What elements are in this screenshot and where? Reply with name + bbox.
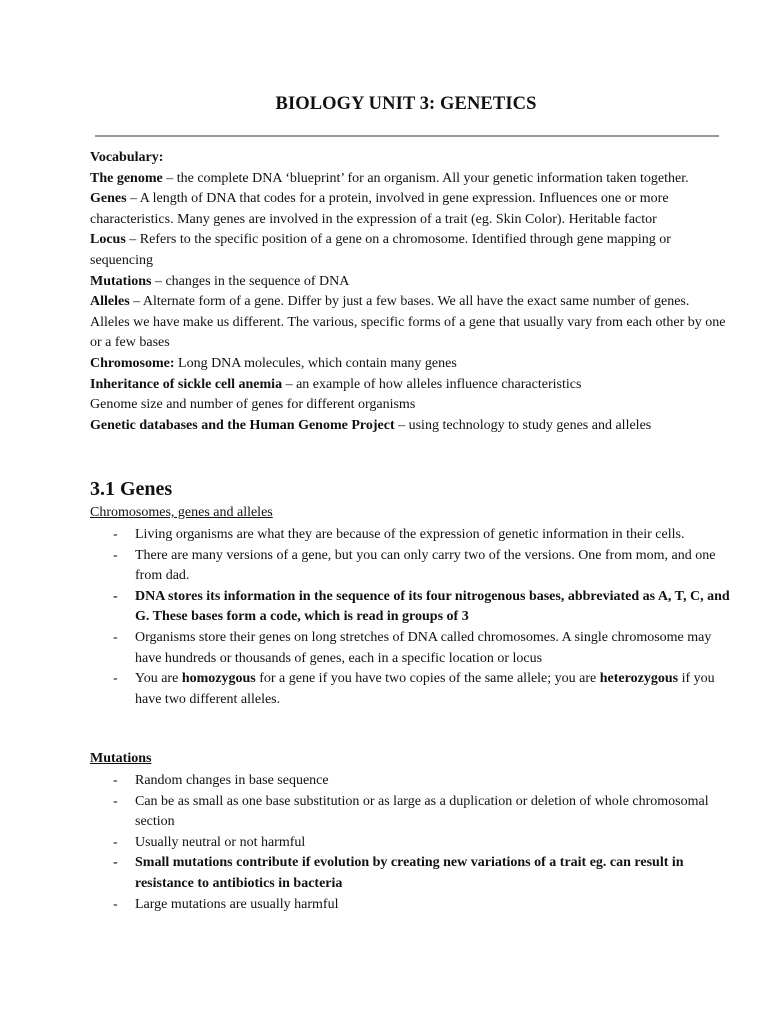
mutations-bullet-list <box>90 771 730 915</box>
vocab-entry-locus: Locus – Refers to the specific position of a gene on a chromosome. Identified through gene mapping or sequencing <box>90 232 671 268</box>
vocab-entry-mutations: Mutations – changes in the sequence of DNA <box>90 273 350 289</box>
dash-bullet: - <box>113 793 118 809</box>
list-item: - DNA stores its information in the sequence of its four nitrogenous bases, abbreviated as A, T, C, and G. These bases form a code, which is read in groups of 3 <box>113 588 730 625</box>
dash-bullet: - <box>113 588 118 604</box>
vocab-term: Locus <box>90 232 126 248</box>
list-item: - Can be as small as one base substitution or as large as a duplication or deletion of whole chromosomal section <box>113 793 709 830</box>
vocab-term: Mutations <box>90 273 152 289</box>
subheading-mutations: Mutations <box>90 751 152 766</box>
list-item: - There are many versions of a gene, but you can only carry two of the versions. One from mom, and one from dad. <box>113 547 716 584</box>
title-divider <box>95 135 719 137</box>
vocab-entry-genome: The genome – the complete DNA ‘blueprint’ for an organism. All your genetic information taken together. <box>90 170 689 186</box>
list-item: - Large mutations are usually harmful <box>90 895 730 916</box>
vocab-term: The genome <box>90 170 163 186</box>
document-title: BIOLOGY UNIT 3: GENETICS <box>275 94 537 114</box>
vocab-definition: an example of how alleles influence characteristics <box>296 376 582 392</box>
vocab-definition: the complete DNA ‘blueprint’ for an organism. All your genetic information taken together. <box>176 170 689 186</box>
subheading-chromosomes: Chromosomes, genes and alleles <box>90 505 273 520</box>
dash-bullet: - <box>113 896 118 912</box>
vocab-definition: using technology to study genes and alleles <box>408 417 652 433</box>
dash-bullet: - <box>113 671 118 687</box>
vocab-entry-genome-size <box>90 395 730 416</box>
dash-bullet: - <box>113 834 118 850</box>
term-heterozygous: heterozygous <box>599 671 679 687</box>
vocab-definition: Refers to the specific position of a gene on a chromosome. Identified through gene mapping or sequencing <box>90 232 671 268</box>
vocabulary-heading: Vocabulary: <box>90 150 164 165</box>
dash-bullet: - <box>113 855 118 871</box>
vocab-entry-databases: Genetic databases and the Human Genome Project – using technology to study genes and alleles <box>90 417 652 433</box>
vocab-entry-genes: Genes – A length of DNA that codes for a protein, involved in gene expression. Influences one or more characteristics. Many genes are involved in the expression of a trait (eg. Skin Color). Heritable factor <box>90 191 669 227</box>
list-item: - Usually neutral or not harmful <box>90 833 730 854</box>
vocab-definition: changes in the sequence of DNA <box>165 273 350 289</box>
vocab-term: Alleles <box>90 294 130 310</box>
vocab-term: Inheritance of sickle cell anemia <box>90 376 283 392</box>
vocab-entry-alleles: Alleles – Alternate form of a gene. Differ by just a few bases. We all have the exact same number of genes. Alleles we have make us different. The various, specific forms of a gene that usually vary from each other by one or a few bases <box>90 294 726 351</box>
genes-bullet-list <box>90 525 730 710</box>
list-item: - Small mutations contribute if evolution by creating new variations of a trait eg. can result in resistance to antibiotics in bacteria <box>113 855 684 891</box>
list-item: - Living organisms are what they are because of the expression of genetic information in their cells. <box>90 525 730 546</box>
vocab-term: Genes <box>90 191 127 207</box>
vocab-entry-sickle-cell: Inheritance of sickle cell anemia – an example of how alleles influence characteristics <box>90 376 582 392</box>
vocab-term: Chromosome: <box>90 355 175 371</box>
vocab-definition: Long DNA molecules, which contain many genes <box>178 355 457 371</box>
dash-bullet: - <box>113 773 118 788</box>
list-item: - Random changes in base sequence <box>90 771 730 792</box>
vocab-definition: A length of DNA that codes for a protein, involved in gene expression. Influences one or more characteristics. Many genes are involved in the expression of a trait (eg. Skin Color). Heritable factor <box>90 191 669 227</box>
term-homozygous: homozygous <box>181 671 256 687</box>
dash-bullet: - <box>113 547 118 563</box>
vocab-definition: Alternate form of a gene. Differ by just a few bases. We all have the exact same number of genes. Alleles we have make us different. The various, specific forms of a gene that usually vary from each other by one or a few bases <box>90 294 726 351</box>
list-item: - You are homozygous for a gene if you have two copies of the same allele; you are heterozygous if you have two different alleles. <box>113 671 715 707</box>
vocabulary-section <box>90 148 730 436</box>
vocab-definition: Genome size and number of genes for different organisms <box>90 397 416 413</box>
vocab-entry-chromosome <box>90 354 730 375</box>
dash-bullet: - <box>113 527 118 542</box>
vocab-term: Genetic databases and the Human Genome Project <box>90 417 395 433</box>
dash-bullet: - <box>113 629 118 645</box>
section-heading: 3.1 Genes <box>90 478 173 500</box>
list-item: - Organisms store their genes on long stretches of DNA called chromosomes. A single chromosome may have hundreds or thousands of genes, each in a specific location or locus <box>113 629 712 666</box>
